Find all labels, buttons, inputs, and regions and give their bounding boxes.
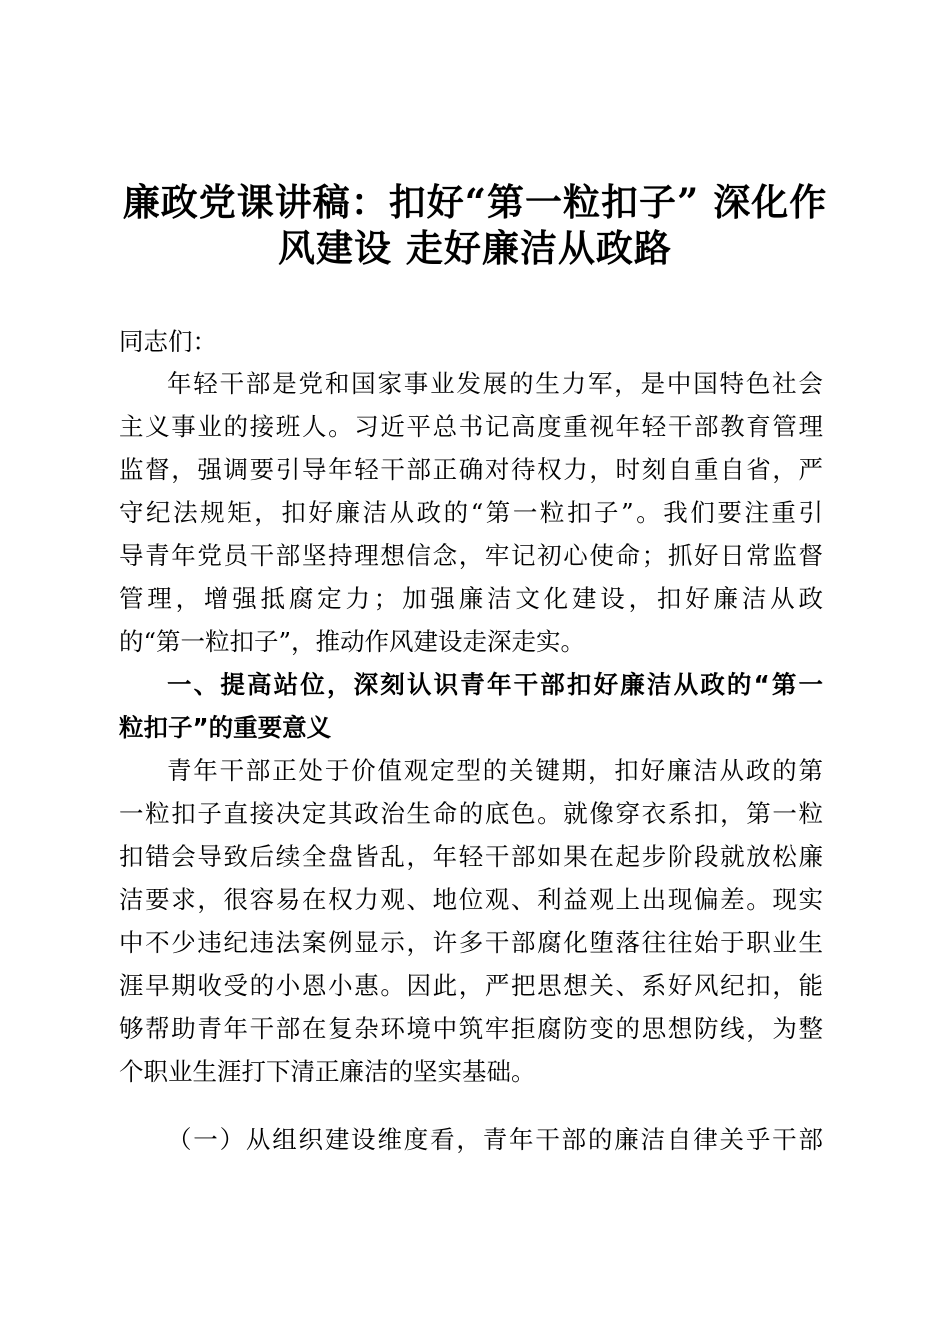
- section-heading-line: 一、提高站位，深刻认识青年干部扣好廉洁从政的“第一: [167, 670, 823, 699]
- intro-paragraph-line: 导青年党员干部坚持理想信念，牢记初心使命；抓好日常监督: [119, 541, 823, 570]
- section-body-line: 洁要求，很容易在权力观、地位观、利益观上出现偏差。现实: [119, 885, 823, 914]
- intro-paragraph-line: 守纪法规矩，扣好廉洁从政的“第一粒扣子”。我们要注重引: [119, 498, 823, 527]
- salutation: 同志们：: [119, 327, 217, 356]
- section-body-line: 青年干部正处于价值观定型的关键期，扣好廉洁从政的第: [167, 756, 823, 785]
- section-body-line: 涯早期收受的小恩小惠。因此，严把思想关、系好风纪扣，能: [119, 971, 823, 1000]
- subsection-heading-line: （一）从组织建设维度看，青年干部的廉洁自律关乎干部: [167, 1125, 823, 1154]
- document-title-line-1: 廉政党课讲稿：扣好“第一粒扣子” 深化作: [122, 180, 828, 224]
- intro-paragraph-line: 年轻干部是党和国家事业发展的生力军，是中国特色社会: [167, 369, 823, 398]
- section-body-line: 一粒扣子直接决定其政治生命的底色。就像穿衣系扣，第一粒: [119, 799, 823, 828]
- section-body-line: 中不少违纪违法案例显示，许多干部腐化堕落往往始于职业生: [119, 928, 823, 957]
- intro-paragraph-line: 管理，增强抵腐定力；加强廉洁文化建设，扣好廉洁从政: [119, 584, 823, 613]
- section-body-line: 扣错会导致后续全盘皆乱，年轻干部如果在起步阶段就放松廉: [119, 842, 823, 871]
- section-heading-line: 粒扣子”的重要意义: [119, 713, 332, 742]
- intro-paragraph-line: 主义事业的接班人。习近平总书记高度重视年轻干部教育管理: [119, 412, 823, 441]
- intro-paragraph-line: 的“第一粒扣子”，推动作风建设走深走实。: [119, 627, 586, 656]
- intro-paragraph-line: 监督，强调要引导年轻干部正确对待权力，时刻自重自省，严: [119, 455, 823, 484]
- document-title-line-2: 风建设 走好廉洁从政路: [278, 226, 672, 270]
- section-body-line: 个职业生涯打下清正廉洁的坚实基础。: [119, 1057, 536, 1086]
- section-body-line: 够帮助青年干部在复杂环境中筑牢拒腐防变的思想防线，为整: [119, 1014, 823, 1043]
